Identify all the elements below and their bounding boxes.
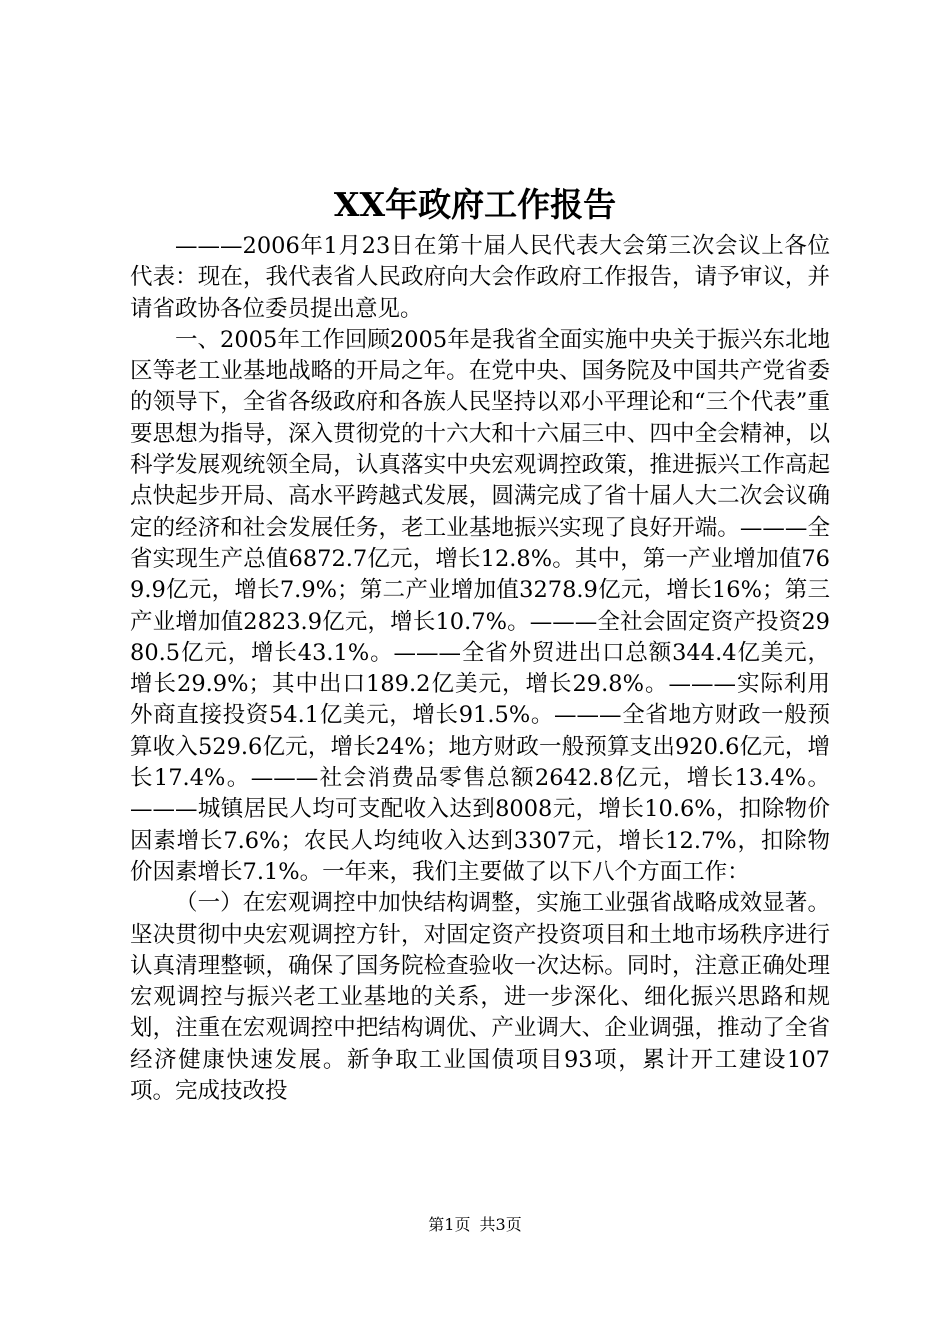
document-body: [130, 231, 830, 1107]
paragraph-review-2005: 一、2005年工作回顾2005年是我省全面实施中央关于振兴东北地区等老工业基地战略的开局之年。在党中央、国务院及中国共产党省委的领导下，全省各级政府和各族人民坚持以邓小平理论和“三个代表”重要思想为指导，深入贯彻党的十六大和十六届三中、四中全会精神，以科学发展观统领全局，认真落实中央宏观调控政策，推进振兴工作高起点快起步开局、高水平跨越式发展，圆满完成了省十届人大二次会议确定的经济和社会发展任务，老工业基地振兴实现了良好开端。———全省实现生产总值6872.7亿元，增长12.8%。其中，第一产业增加值769.9亿元，增长7.9%；第二产业增加值3278.9亿元，增长16%；第三产业增加值2823.9亿元，增长10.7%。———全社会固定资产投资2980.5亿元，增长43.1%。———全省外贸进出口总额344.4亿美元，增长29.9%；其中出口189.2亿美元，增长29.8%。———实际利用外商直接投资54.1亿美元，增长91.5%。———全省地方财政一般预算收入529.6亿元，增长24%；地方财政一般预算支出920.6亿元，增长17.4%。———社会消费品零售总额2642.8亿元，增长13.4%。———城镇居民人均可支配收入达到8008元，增长10.6%，扣除物价因素增长7.6%；农民人均纯收入达到3307元，增长12.7%，扣除物价因素增长7.1%。一年来，我们主要做了以下八个方面工作：: [130, 326, 830, 885]
page-footer: [0, 1214, 950, 1236]
paragraph-intro: ———2006年1月23日在第十届人民代表大会第三次会议上各位代表：现在，我代表省人民政府向大会作政府工作报告，请予审议，并请省政协各位委员提出意见。: [130, 233, 830, 322]
page-total: 共3页: [479, 1215, 522, 1234]
paragraph-section-1: （一）在宏观调控中加快结构调整，实施工业强省战略成效显著。坚决贯彻中央宏观调控方针，对固定资产投资项目和土地市场秩序进行认真清理整顿，确保了国务院检查验收一次达标。同时，注意正确处理宏观调控与振兴老工业基地的关系，进一步深化、细化振兴思路和规划，注重在宏观调控中把结构调优、产业调大、企业调强，推动了全省经济健康快速发展。新争取工业国债项目93项，累计开工建设107项。完成技改投: [130, 890, 830, 1105]
page-number: 第1页: [428, 1215, 471, 1234]
document-title: XX年政府工作报告: [333, 185, 617, 224]
